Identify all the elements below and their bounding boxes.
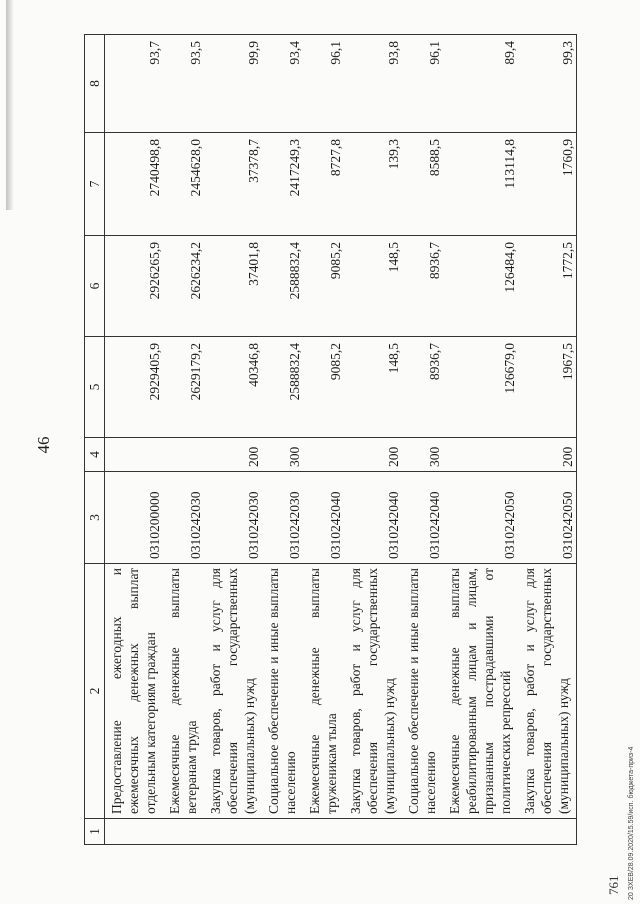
expense-name: Ежемесячные денежные выплаты ветеранам труда [163,564,204,819]
expense-name: Предоставление ежегодных и ежемесячных денежных выплат отдельным категориям граждан [105,564,164,819]
row-number-cell [402,819,443,845]
column-header: 8 [85,35,105,133]
execution-percent: 93,7 [105,35,164,133]
executed-amount: 8588,5 [402,133,443,236]
revised-amount: 2626234,2 [163,236,204,337]
row-number-cell [303,819,344,845]
execution-percent: 99,9 [204,35,262,133]
executed-amount: 37378,7 [204,133,262,236]
expense-name: Ежемесячные денежные выплаты труженикам тыла [303,564,344,819]
execution-percent: 99,3 [518,35,577,133]
table-row [204,35,262,845]
footer-stamp: 20 ЗХЕВ/28.09.2020/15.59/исп. бюджета-приз-4 [628,746,635,900]
column-header: 5 [85,337,105,438]
row-number-cell [344,819,402,845]
expense-type-code [303,438,344,472]
execution-percent: 93,4 [262,35,303,133]
target-article-code: 0310242050 [443,472,518,564]
expense-name: Социальное обеспечение и иные выплаты населению [262,564,303,819]
rotated-page-content [34,35,575,845]
executed-amount: 2417249,3 [262,133,303,236]
revised-amount: 8936,7 [402,236,443,337]
revised-amount: 1772,5 [518,236,577,337]
approved-amount: 148,5 [344,337,402,438]
column-header: 6 [85,236,105,337]
expense-type-code: 300 [402,438,443,472]
revised-amount: 37401,8 [204,236,262,337]
table-row [303,35,344,845]
table-row [443,35,518,845]
expense-name: Ежемесячные денежные выплаты реабилитированным лицам и лицам, признанным пострадавшими от политических репрессий [443,564,518,819]
scan-edge-shadow [6,0,14,210]
table-row [344,35,402,845]
row-number-cell [163,819,204,845]
revised-amount: 126484,0 [443,236,518,337]
target-article-code: 0310242050 [518,472,577,564]
target-article-code: 0310242030 [163,472,204,564]
approved-amount: 126679,0 [443,337,518,438]
column-header: 1 [85,819,105,845]
expense-type-code: 200 [344,438,402,472]
revised-amount: 148,5 [344,236,402,337]
approved-amount: 2629179,2 [163,337,204,438]
executed-amount: 113114,8 [443,133,518,236]
executed-amount: 2454628,0 [163,133,204,236]
table-row [105,35,164,845]
target-article-code: 0310200000 [105,472,164,564]
expense-name: Закупка товаров, работ и услуг для обеспечения государственных (муниципальных) нужд [204,564,262,819]
executed-amount: 139,3 [344,133,402,236]
expense-type-code: 200 [518,438,577,472]
expense-name: Социальное обеспечение и иные выплаты населению [402,564,443,819]
page-number: 46 [34,436,53,454]
target-article-code: 0310242040 [344,472,402,564]
executed-amount: 1760,9 [518,133,577,236]
row-number-cell [443,819,518,845]
target-article-code: 0310242040 [303,472,344,564]
table-row [163,35,204,845]
approved-amount: 1967,5 [518,337,577,438]
column-number-row [85,35,105,845]
table-row [402,35,443,845]
executed-amount: 2740498,8 [105,133,164,236]
row-number-cell [518,819,577,845]
approved-amount: 2929405,9 [105,337,164,438]
column-header: 4 [85,438,105,472]
execution-percent: 89,4 [443,35,518,133]
target-article-code: 0310242030 [204,472,262,564]
expense-type-code [163,438,204,472]
execution-percent: 93,5 [163,35,204,133]
column-header: 2 [85,564,105,819]
sheet-number: 761 [606,875,621,895]
row-number-cell [262,819,303,845]
budget-table [84,34,577,845]
approved-amount: 2588832,4 [262,337,303,438]
execution-percent: 96,1 [303,35,344,133]
expense-type-code [105,438,164,472]
expense-name: Закупка товаров, работ и услуг для обеспечения государственных (муниципальных) нужд [344,564,402,819]
table-row [518,35,577,845]
column-header: 7 [85,133,105,236]
revised-amount: 2926265,9 [105,236,164,337]
table-row [262,35,303,845]
execution-percent: 96,1 [402,35,443,133]
column-header: 3 [85,472,105,564]
target-article-code: 0310242030 [262,472,303,564]
target-article-code: 0310242040 [402,472,443,564]
executed-amount: 8727,8 [303,133,344,236]
expense-type-code [443,438,518,472]
row-number-cell [204,819,262,845]
expense-name: Закупка товаров, работ и услуг для обеспечения государственных (муниципальных) нужд [518,564,577,819]
approved-amount: 9085,2 [303,337,344,438]
row-number-cell [105,819,164,845]
expense-type-code: 300 [262,438,303,472]
revised-amount: 9085,2 [303,236,344,337]
execution-percent: 93,8 [344,35,402,133]
approved-amount: 40346,8 [204,337,262,438]
approved-amount: 8936,7 [402,337,443,438]
revised-amount: 2588832,4 [262,236,303,337]
expense-type-code: 200 [204,438,262,472]
